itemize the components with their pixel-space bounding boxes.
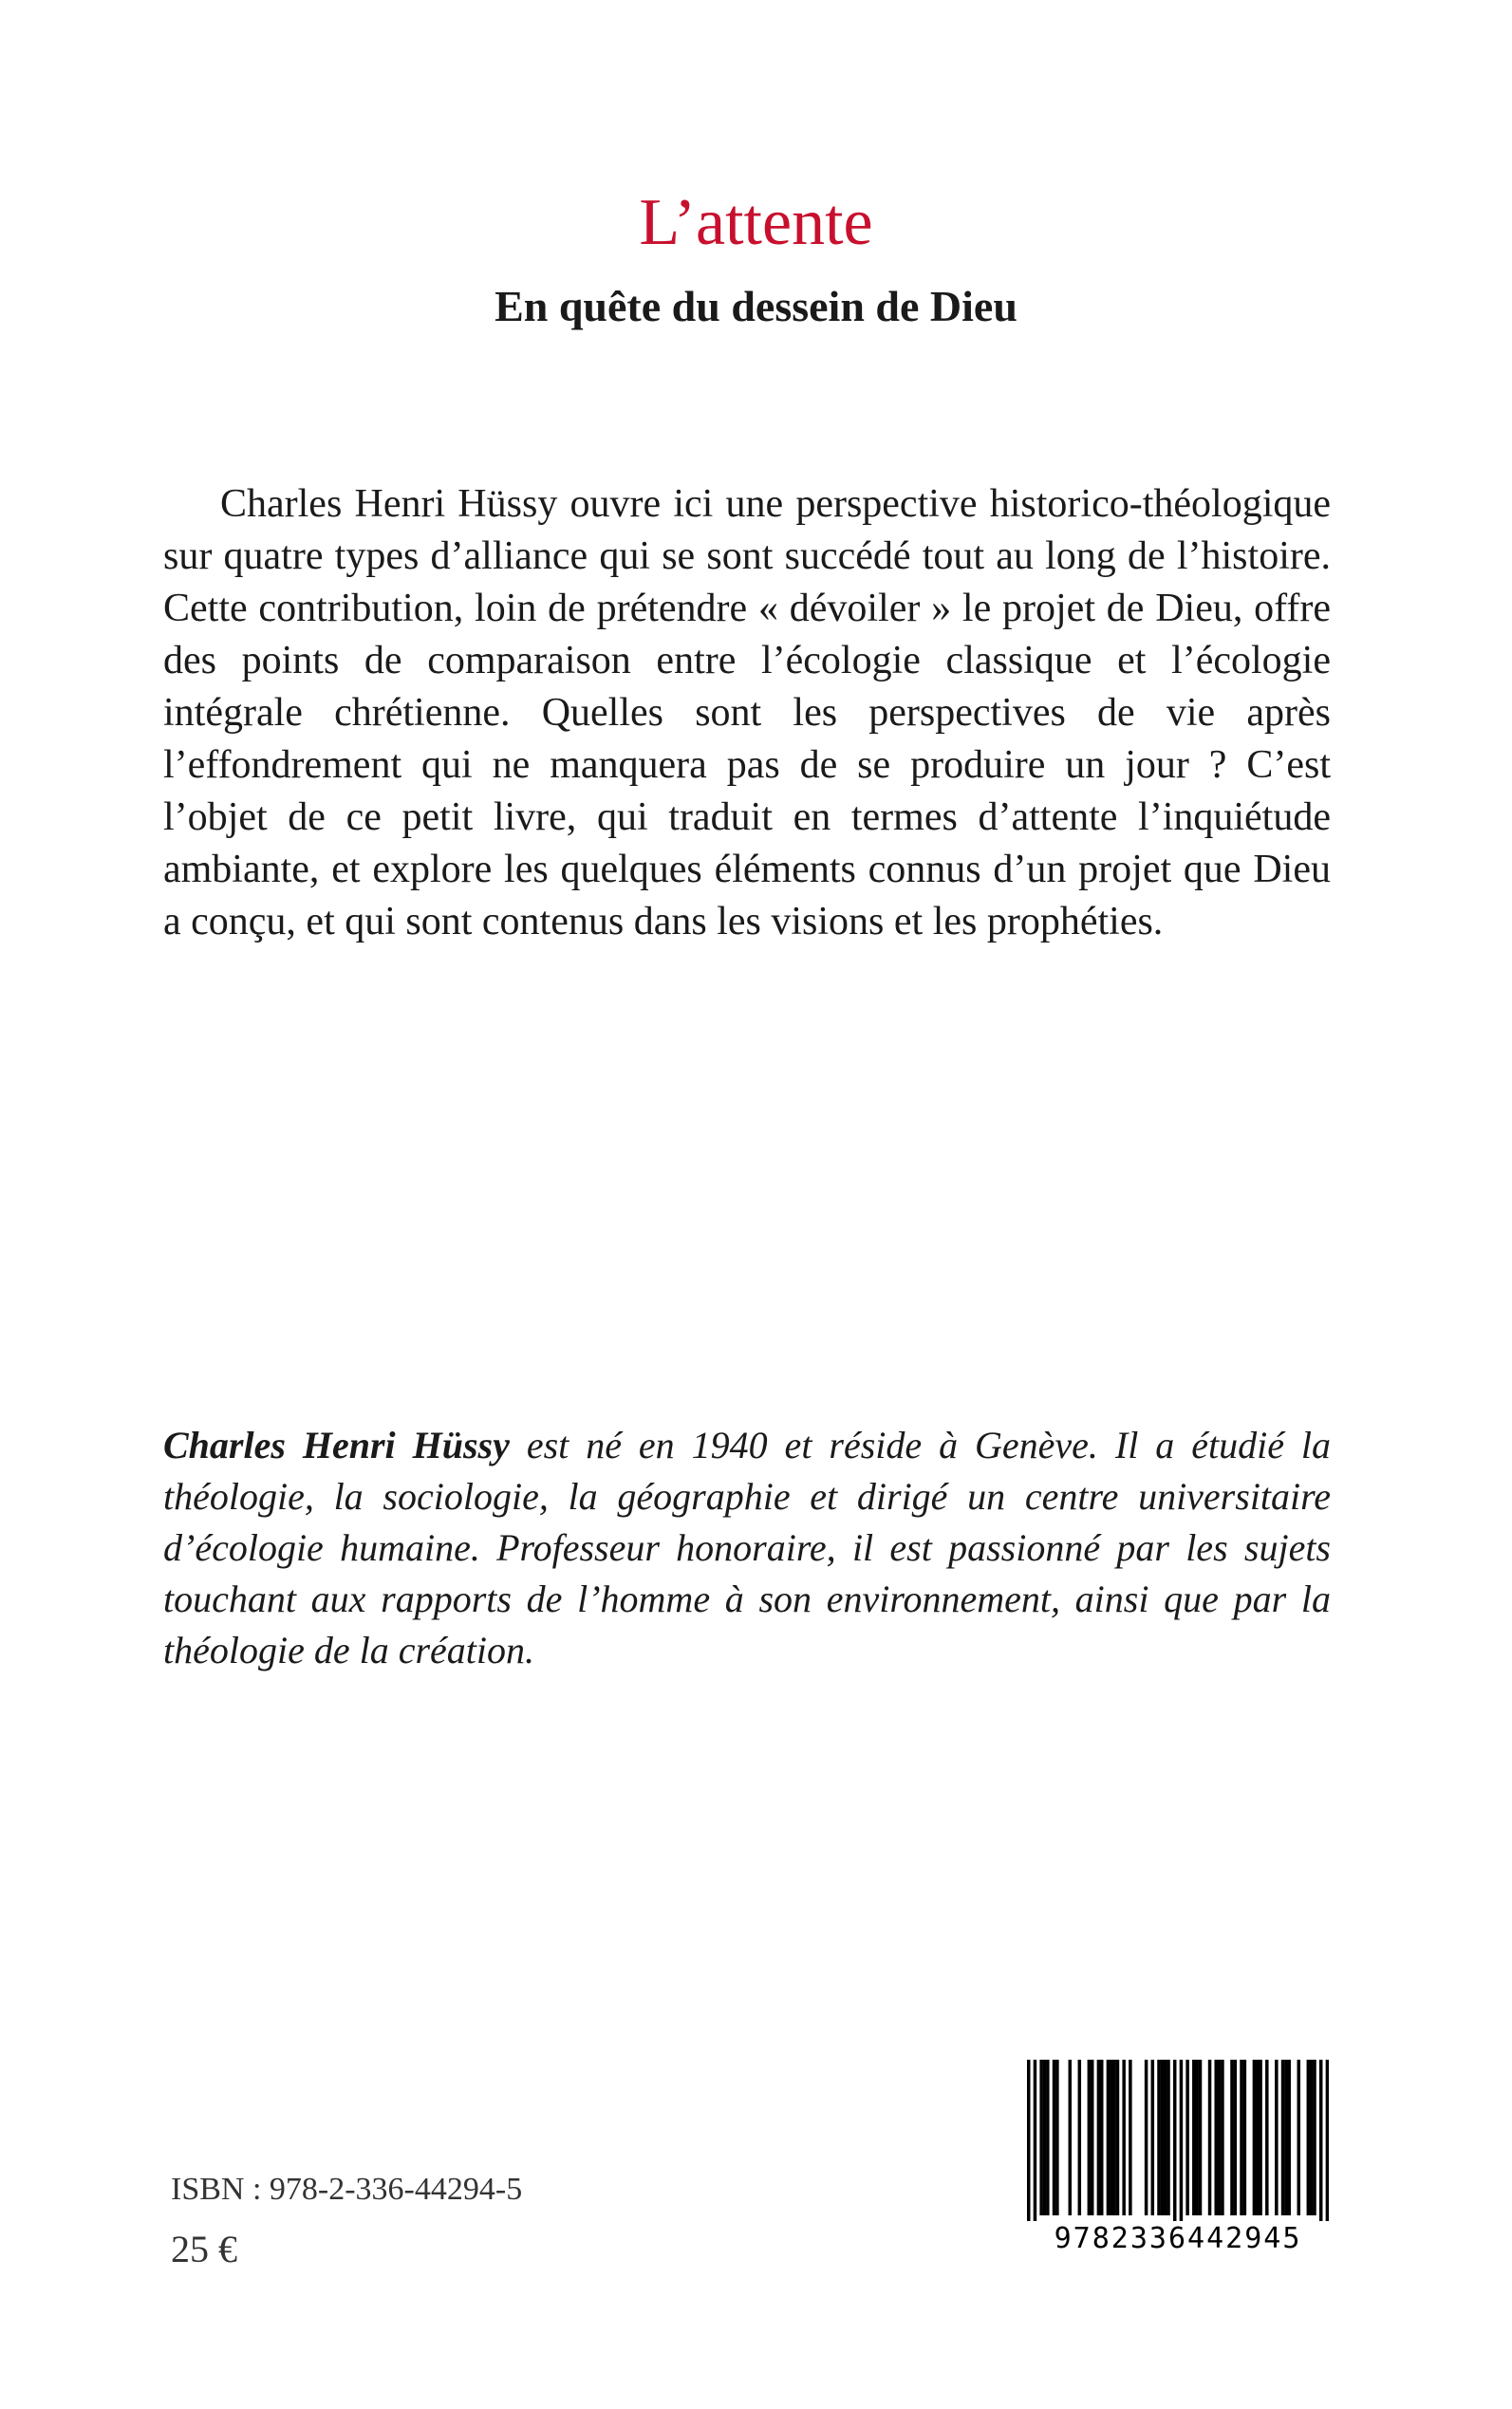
barcode-bar (1122, 2060, 1126, 2215)
barcode-bar (1256, 2060, 1260, 2215)
barcode-bar (1195, 2060, 1199, 2215)
book-subtitle: En quête du dessein de Dieu (495, 282, 1017, 330)
barcode-bar (1265, 2060, 1269, 2215)
barcode-bar (1326, 2060, 1329, 2221)
barcode-bar (1091, 2060, 1094, 2215)
barcode-digits: 9782336442945 (1054, 2222, 1302, 2255)
barcode-bar (1129, 2060, 1132, 2215)
barcode-bar (1088, 2060, 1092, 2215)
barcode-bar (1107, 2060, 1111, 2215)
barcode-bar (1110, 2060, 1113, 2215)
barcode-bar (1055, 2060, 1059, 2215)
barcode-bar (1157, 2060, 1161, 2215)
barcode-bar (1199, 2060, 1203, 2215)
book-title: L’attente (639, 186, 873, 259)
barcode-bar (1112, 2060, 1116, 2215)
barcode-bar (1027, 2060, 1031, 2221)
barcode-bar (1259, 2060, 1262, 2215)
barcode-bar (1234, 2060, 1238, 2215)
barcode-bar (1097, 2060, 1101, 2215)
barcode-bar (1243, 2060, 1247, 2215)
author-name: Charles Henri Hüssy (163, 1424, 510, 1466)
isbn-label: ISBN : 978-2-336-44294-5 (171, 2172, 523, 2207)
barcode-bar (1218, 2060, 1222, 2215)
barcode-bar (1164, 2060, 1167, 2215)
barcode-bar (1310, 2060, 1314, 2215)
barcode-bar (1043, 2060, 1047, 2215)
barcode-bar (1208, 2060, 1212, 2215)
barcode-bar (1039, 2060, 1043, 2215)
book-blurb: Charles Henri Hüssy ouvre ici une perspective historico-théologique sur quatre types d’alliance qui se sont succédé tout au long de l’histoire. Cette contribution, loin de prétendre « dévoiler » le projet de Dieu, offre des points de comparaison entre l’écologie classique et l’écologie intégrale chrétienne. Quelles sont les perspectives de vie après l’effondrement qui ne manquera pas de se produire un jour ? C’est l’objet de ce petit livre, qui traduit en termes d’attente l’inquiétude ambiante, et explore les quelques éléments connus d’un projet que Dieu a conçu, et qui sont contenus dans les visions et les prophéties. (163, 482, 1331, 943)
barcode-bar (1284, 2060, 1288, 2215)
barcode (1027, 2060, 1329, 2261)
barcode-bar (1307, 2060, 1311, 2215)
barcode-bar (1034, 2060, 1037, 2221)
barcode-bar (1185, 2060, 1189, 2215)
barcode-bar (1297, 2060, 1301, 2215)
barcode-bar (1240, 2060, 1243, 2215)
barcode-bar (1078, 2060, 1082, 2215)
barcode-bar (1281, 2060, 1285, 2215)
barcode-bar (1145, 2060, 1148, 2215)
barcode-bar (1230, 2060, 1234, 2215)
barcode-bar (1287, 2060, 1291, 2215)
barcode-bar (1180, 2060, 1184, 2221)
barcode-bars (1027, 2060, 1329, 2221)
barcode-bar (1253, 2060, 1257, 2215)
barcode-bar (1167, 2060, 1170, 2215)
price-label: 25 € (171, 2228, 237, 2270)
barcode-bar (1069, 2060, 1073, 2215)
barcode-bar (1275, 2060, 1279, 2215)
barcode-bar (1221, 2060, 1224, 2215)
barcode-bar (1214, 2060, 1218, 2215)
barcode-bar (1319, 2060, 1323, 2221)
barcode-bar (1100, 2060, 1104, 2215)
barcode-bar (1173, 2060, 1177, 2221)
barcode-bar (1192, 2060, 1196, 2215)
barcode-bar (1151, 2060, 1155, 2215)
barcode-bar (1116, 2060, 1120, 2215)
barcode-bar (1313, 2060, 1316, 2215)
barcode-bar (1161, 2060, 1165, 2215)
author-bio (163, 1420, 1331, 1676)
barcode-bar (1053, 2060, 1056, 2215)
barcode-bar (1046, 2060, 1050, 2215)
author-bio-text: est né en 1940 et réside à Genève. Il a étudié la théologie, la sociologie, la géographie et dirigé un centre universitaire d’écologie humaine. Professeur honoraire, il est passionné par les sujets touchant aux rapports de l’homme à son environnement, ainsi que par la théologie de la création. (163, 1424, 1332, 1671)
